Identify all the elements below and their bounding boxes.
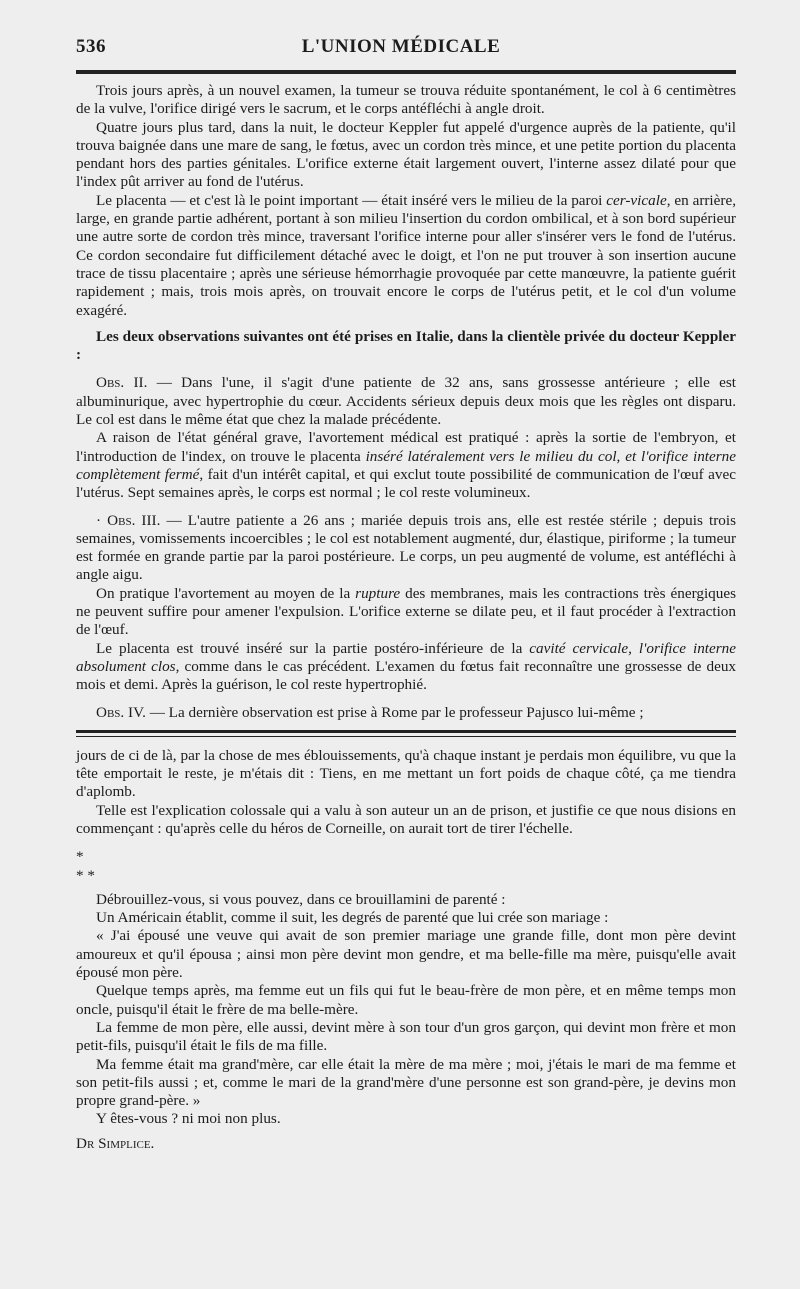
asterism: * * * <box>76 848 95 884</box>
observation-3: · Obs. III. — L'autre patiente a 26 ans ; mariée depuis trois ans, elle est restée stérile ; depuis trois semaines, vomissements incoercibles ; le col est notablement augmenté, dur, élastique, piriforme ; la tumeur est formée en grande partie par la paroi postérieure. Le corps, un peu augmenté de volume, est antéfléchi à angle aigu. <box>76 511 736 584</box>
feuilleton-paragraph-7: La femme de mon père, elle aussi, devint mère à son tour d'un gros garçon, qui devint mon frère et mon petit-fils, puisqu'il était le fils de ma fille. <box>76 1018 736 1055</box>
paragraph-3: Le placenta — et c'est là le point important — était inséré vers le milieu de la paroi cer-vicale, en arrière, large, en grande partie adhérent, portant à son milieu l'insertion du cordon ombilical, et à son bord supérieur une autre sorte de cordon très mince, traversant l'orifice interne pour aller s'insérer vers le fond de l'utérus. Ce cordon secondaire fut difficilement détaché avec le doigt, et l'on ne put trouver à son insertion aucune trace de tissu placentaire ; après une sérieuse hémorrhagie provoquée par cette manœuvre, la patiente guérit rapidement ; mais, trois mois après, on trouvait encore le corps de l'utérus petit, et le col d'un volume exagéré. <box>76 191 736 319</box>
obs-3-label: Obs. III. <box>107 511 161 529</box>
observation-4: Obs. IV. — La dernière observation est prise à Rome par le professeur Pajusco lui-même ; <box>96 703 644 721</box>
paragraph-5: A raison de l'état général grave, l'avortement médical est pratiqué : après la sortie de l'embryon, et l'introduction de l'index, on trouve le placenta inséré latéralement vers le milieu du col, et l'orifice interne complètement fermé, fait d'un intérêt capital, et qui exclut toute possibilité de communication de l'œuf avec l'utérus. Sept semaines après, le corps est normal ; le col reste volumineux. <box>76 429 737 502</box>
feuilleton-paragraph-6: Quelque temps après, ma femme eut un fils qui fut le beau-frère de mon père, et en même temps mon oncle, puisqu'il était le frère de ma belle-mère. <box>76 982 736 1018</box>
feuilleton-paragraph-2: Telle est l'explication colossale qui a valu à son auteur un an de prison, et justifie ce que nous disions en commençant : qu'après celle du héros de Corneille, on aurait tort de tirer l'échelle. <box>76 801 736 837</box>
emphasis-cavite: cavité cervicale, l'orifice interne absolument clos <box>76 639 736 675</box>
page-number: 536 <box>76 36 106 57</box>
feuilleton-paragraph-8: Ma femme était ma grand'mère, car elle était la mère de ma mère ; moi, j'étais le mari de ma femme et son petit-fils aussi ; et, comme le mari de la grand'mère d'une personne est son grand-père, je devins mon propre grand-père. » <box>76 1055 736 1110</box>
feuilleton-paragraph-4: Un Américain établit, comme il suit, les degrés de parenté que lui crée son mariage : <box>96 909 609 927</box>
emphasis-insere: inséré latéralement vers le milieu du col, et l'orifice interne complètement fermé <box>76 447 737 483</box>
emphasis-rupture: rupture <box>355 584 401 602</box>
signature: Dr Simplice. <box>76 1134 155 1152</box>
observation-2: Obs. II. — Dans l'une, il s'agit d'une patiente de 32 ans, sans grossesse antérieure ; elle est albuminurique, avec hypertrophie du cœur. Accidents sérieux depuis deux mois que les règles ont disparu. Le col est dans le même état que chez la malade précédente. <box>76 374 736 429</box>
section-heading: Les deux observations suivantes ont été prises en Italie, dans la clientèle privée du docteur Keppler : <box>76 327 736 364</box>
obs-2-label: Obs. II. <box>96 374 148 392</box>
feuilleton-paragraph-5: « J'ai épousé une veuve qui avait de son premier mariage une grande fille, dont mon père devint amoureux et qu'il épousa ; ainsi mon père devint mon gendre, et ma belle-fille ma mère, puisqu'elle avait épousé mon père. <box>76 927 736 982</box>
paragraph-8: Le placenta est trouvé inséré sur la partie postéro-inférieure de la cavité cervicale, l'orifice interne absolument clos, comme dans le cas précédent. L'examen du fœtus fait reconnaître une grossesse de deux mois et demi. Après la guérison, le col reste hypertrophié. <box>76 639 737 694</box>
feuilleton-paragraph-9: Y êtes-vous ? ni moi non plus. <box>96 1110 281 1128</box>
feuilleton-paragraph-1: jours de ci de là, par la chose de mes éblouissements, qu'à chaque instant je perdais mon équilibre, vu que la tête emportait le reste, je m'étais dit : Tiens, en me mettant un fort poids de chaque côté, ça me tiendra d'aplomb. <box>76 746 736 801</box>
paragraph-2: Quatre jours plus tard, dans la nuit, le docteur Keppler fut appelé d'urgence auprès de la patiente, qu'il trouva baignée dans une mare de sang, le fœtus, avec un cordon très mince, et une petite portion du placenta pendant hors des parties génitales. L'orifice externe était largement ouvert, l'interne assez dilaté pour que l'index pût arriver au fond de l'utérus. <box>76 118 736 191</box>
obs-4-label: Obs. IV. <box>96 703 146 721</box>
emphasis-cervicale: cer-vicale <box>606 191 667 209</box>
medical-article <box>76 82 736 722</box>
paragraph-7: On pratique l'avortement au moyen de la rupture des membranes, mais les contractions très énergiques ne peuvent suffire pour amener l'expulsion. L'orifice externe se dilate peu, et il faut procéder à l'extraction de l'œuf. <box>76 584 737 639</box>
feuilleton-paragraph-3: Débrouillez-vous, si vous pouvez, dans ce brouillamini de parenté : <box>96 890 506 908</box>
header-rule <box>76 70 736 74</box>
section-divider <box>76 730 736 737</box>
page-header <box>76 36 736 66</box>
feuilleton <box>76 747 736 1153</box>
journal-title: L'UNION MÉDICALE <box>301 36 501 57</box>
paragraph-1: Trois jours après, à un nouvel examen, la tumeur se trouva réduite spontanément, le col à 6 centimètres de la vulve, l'orifice dirigé vers le sacrum, et le corps antéfléchi à angle droit. <box>76 82 736 118</box>
